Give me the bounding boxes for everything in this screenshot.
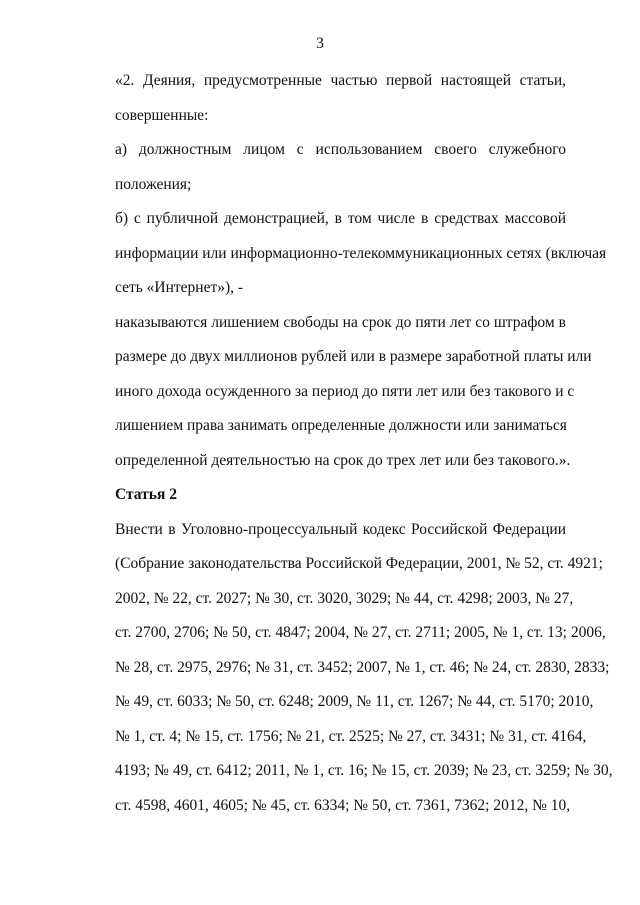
document-body — [75, 64, 613, 823]
text-line: определенной деятельностью на срок до трех лет или без такового.». — [115, 451, 571, 469]
text-line: 4193; № 49, ст. 6412; 2011, № 1, ст. 16; № 15, ст. 2039; № 23, ст. 3259; № 30, — [115, 762, 613, 779]
paragraph-punishment — [75, 306, 592, 479]
text-line: № 49, ст. 6033; № 50, ст. 6248; 2009, № 11, ст. 1267; № 44, ст. 5170; 2010, — [115, 693, 594, 710]
paragraph-item-a — [75, 133, 566, 202]
text-line: (Собрание законодательства Российской Федерации, 2001, № 52, ст. 4921; — [115, 555, 603, 572]
text-line: лишением права занимать определенные должности или заниматься — [115, 417, 567, 434]
text-line: а) должностным лицом с использованием своего служебного — [115, 141, 566, 158]
page-number: 3 — [316, 35, 324, 52]
text-line: положения; — [115, 175, 192, 193]
text-line: № 1, ст. 4; № 15, ст. 1756; № 21, ст. 2525; № 27, ст. 3431; № 31, ст. 4164, — [115, 727, 587, 745]
text-line: иного дохода осужденного за период до пяти лет или без такового и с — [115, 382, 575, 400]
text-line: совершенные: — [115, 106, 209, 124]
paragraph-item-b — [75, 202, 607, 306]
text-line: сеть «Интернет»), - — [115, 279, 244, 296]
paragraph-article-2 — [75, 513, 613, 824]
article-title: Статья 2 — [115, 486, 177, 503]
text-line: № 28, ст. 2975, 2976; № 31, ст. 3452; 2007, № 1, ст. 46; № 24, ст. 2830, 2833; — [115, 658, 610, 676]
text-line: Внести в Уголовно-процессуальный кодекс Российской Федерации — [115, 520, 566, 538]
text-line: 2002, № 22, ст. 2027; № 30, ст. 3020, 3029; № 44, ст. 4298; 2003, № 27, — [115, 589, 574, 607]
paragraph-part-2 — [75, 64, 566, 133]
text-line: информации или информационно-телекоммуникационных сетях (включая — [115, 244, 607, 262]
text-line: «2. Деяния, предусмотренные частью первой настоящей статьи, — [115, 72, 566, 89]
text-line: ст. 4598, 4601, 4605; № 45, ст. 6334; № 50, ст. 7361, 7362; 2012, № 10, — [115, 796, 571, 814]
text-line: б) с публичной демонстрацией, в том числе в средствах массовой — [115, 210, 566, 227]
text-line: ст. 2700, 2706; № 50, ст. 4847; 2004, № 27, ст. 2711; 2005, № 1, ст. 13; 2006, — [115, 624, 606, 641]
text-line: размере до двух миллионов рублей или в размере заработной платы или — [115, 348, 592, 365]
text-line: наказываются лишением свободы на срок до пяти лет со штрафом в — [115, 313, 566, 331]
